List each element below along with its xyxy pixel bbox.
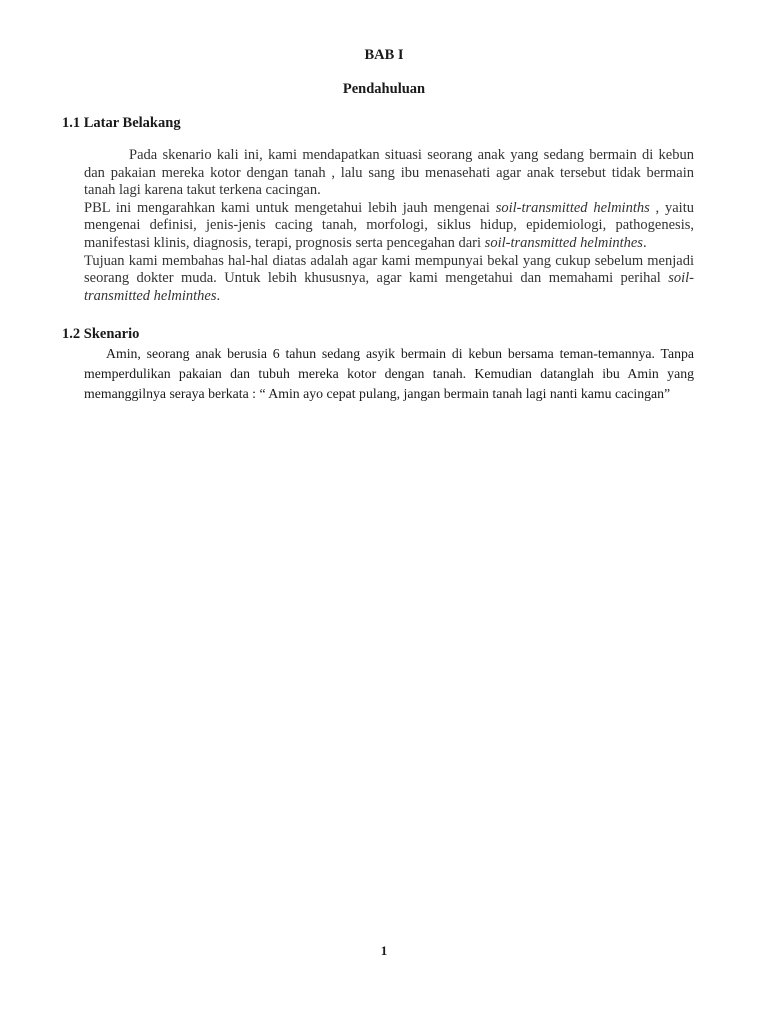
chapter-number: BAB I	[364, 47, 404, 63]
chapter-title: Pendahuluan	[342, 81, 426, 97]
section-heading-latar-belakang: 1.1 Latar Belakang	[62, 115, 181, 131]
paragraph-situasi: Pada skenario kali ini, kami mendapatkan situasi seorang anak yang sedang bermain di kebun dan pakaian mereka kotor dengan tanah , lalu sang ibu menasehati agar anak tersebut tidak bermain tanah lagi karena takut terkena cacingan.	[84, 147, 694, 199]
text-span: .	[642, 234, 647, 251]
italic-term: soil-transmitted helminthes	[84, 270, 694, 304]
text-span: , yaitu mengenai definisi, jenis-jenis cacing tanah, morfologi, siklus hidup, epidemiologi, pathogenesis, manifestasi klinis, diagnosis, terapi, prognosis serta pencegahan dari	[84, 199, 694, 251]
paragraph-pbl	[84, 200, 694, 253]
latar-belakang-body	[84, 147, 694, 305]
paragraph-skenario: Amin, seorang anak berusia 6 tahun sedang asyik bermain di kebun bersama teman-temannya. Tanpa memperdulikan pakaian dan tubuh mereka kotor dengan tanah. Kemudian datanglah ibu Amin yang memanggilnya seraya berkata : “ Amin ayo cepat pulang, jangan bermain tanah lagi nanti kamu cacingan”	[84, 346, 694, 401]
skenario-body	[84, 344, 694, 404]
text-span: PBL ini mengarahkan kami untuk mengetahui lebih jauh mengenai	[84, 199, 496, 216]
italic-term: soil-transmitted helminths	[495, 199, 650, 216]
page-number: 1	[380, 943, 388, 958]
paragraph-tujuan	[84, 253, 694, 306]
italic-term: soil-transmitted helminthes	[484, 234, 643, 251]
text-span: Tujuan kami membahas hal-hal diatas adalah agar kami mempunyai bekal yang cukup sebelum menjadi seorang dokter muda. Untuk lebih khususnya, agar kami mengetahui dan memahami perihal	[84, 252, 694, 287]
section-heading-skenario: 1.2 Skenario	[62, 326, 140, 342]
text-span: .	[216, 287, 221, 304]
